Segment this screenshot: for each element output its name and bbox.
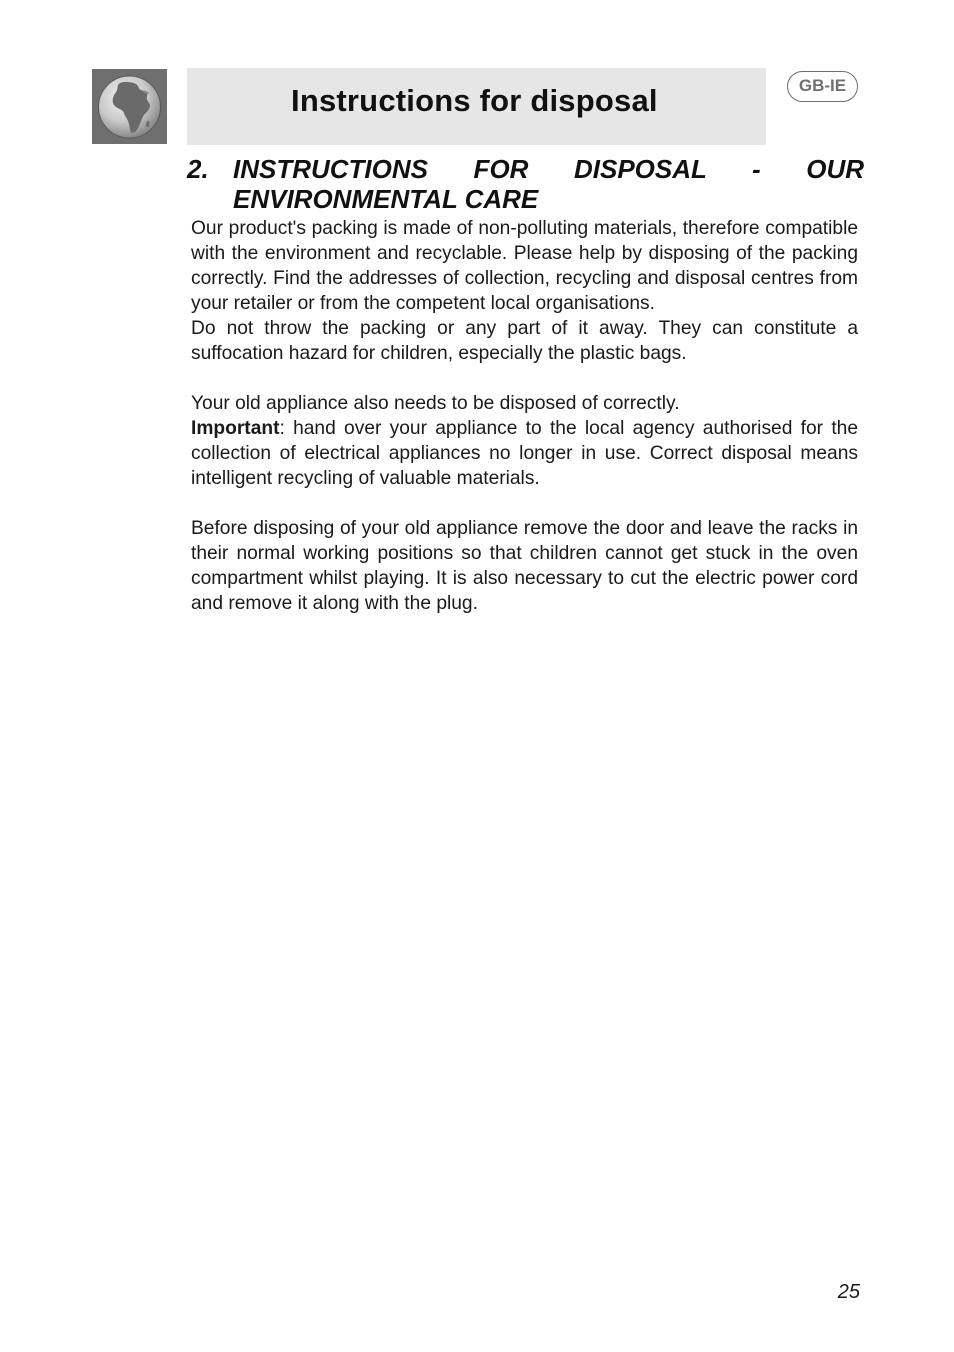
- paragraph-important: [191, 416, 858, 491]
- page-title: Instructions for disposal: [291, 83, 658, 118]
- section-heading-line2: ENVIRONMENTAL CARE: [233, 184, 539, 214]
- important-label: Important: [191, 418, 280, 439]
- body-text: [191, 216, 858, 616]
- globe-icon: [92, 69, 167, 144]
- language-badge: GB-IE: [787, 71, 858, 102]
- section-number: 2.: [187, 154, 209, 184]
- important-text: : hand over your appliance to the local agency authorised for the collection of electrical appliances no longer in use. Correct disposal means intelligent recycling of valuable materials.: [191, 418, 858, 489]
- section-heading: [187, 154, 864, 214]
- page-number: 25: [837, 1281, 860, 1303]
- paragraph-before-disposing: Before disposing of your old appliance remove the door and leave the racks in their normal working positions so that children cannot get stuck in the oven compartment whilst playing. It is also necessary to cut the electric power cord and remove it along with the plug.: [191, 518, 858, 614]
- section-heading-text: [233, 154, 864, 214]
- paragraph-packing-materials: Our product's packing is made of non-polluting materials, therefore compatible with the environment and recyclable. Please help by disposing of the packing correctly. Find the addresses of collection, recycling and disposal centres from your retailer or from the competent local organisations.: [191, 218, 858, 314]
- title-band: [187, 68, 766, 145]
- section-heading-line1: INSTRUCTIONS FOR DISPOSAL - OUR: [233, 154, 864, 184]
- paragraph-old-appliance: Your old appliance also needs to be disposed of correctly.: [191, 393, 680, 414]
- paragraph-packing-hazard: Do not throw the packing or any part of it away. They can constitute a suffocation hazard for children, especially the plastic bags.: [191, 318, 858, 364]
